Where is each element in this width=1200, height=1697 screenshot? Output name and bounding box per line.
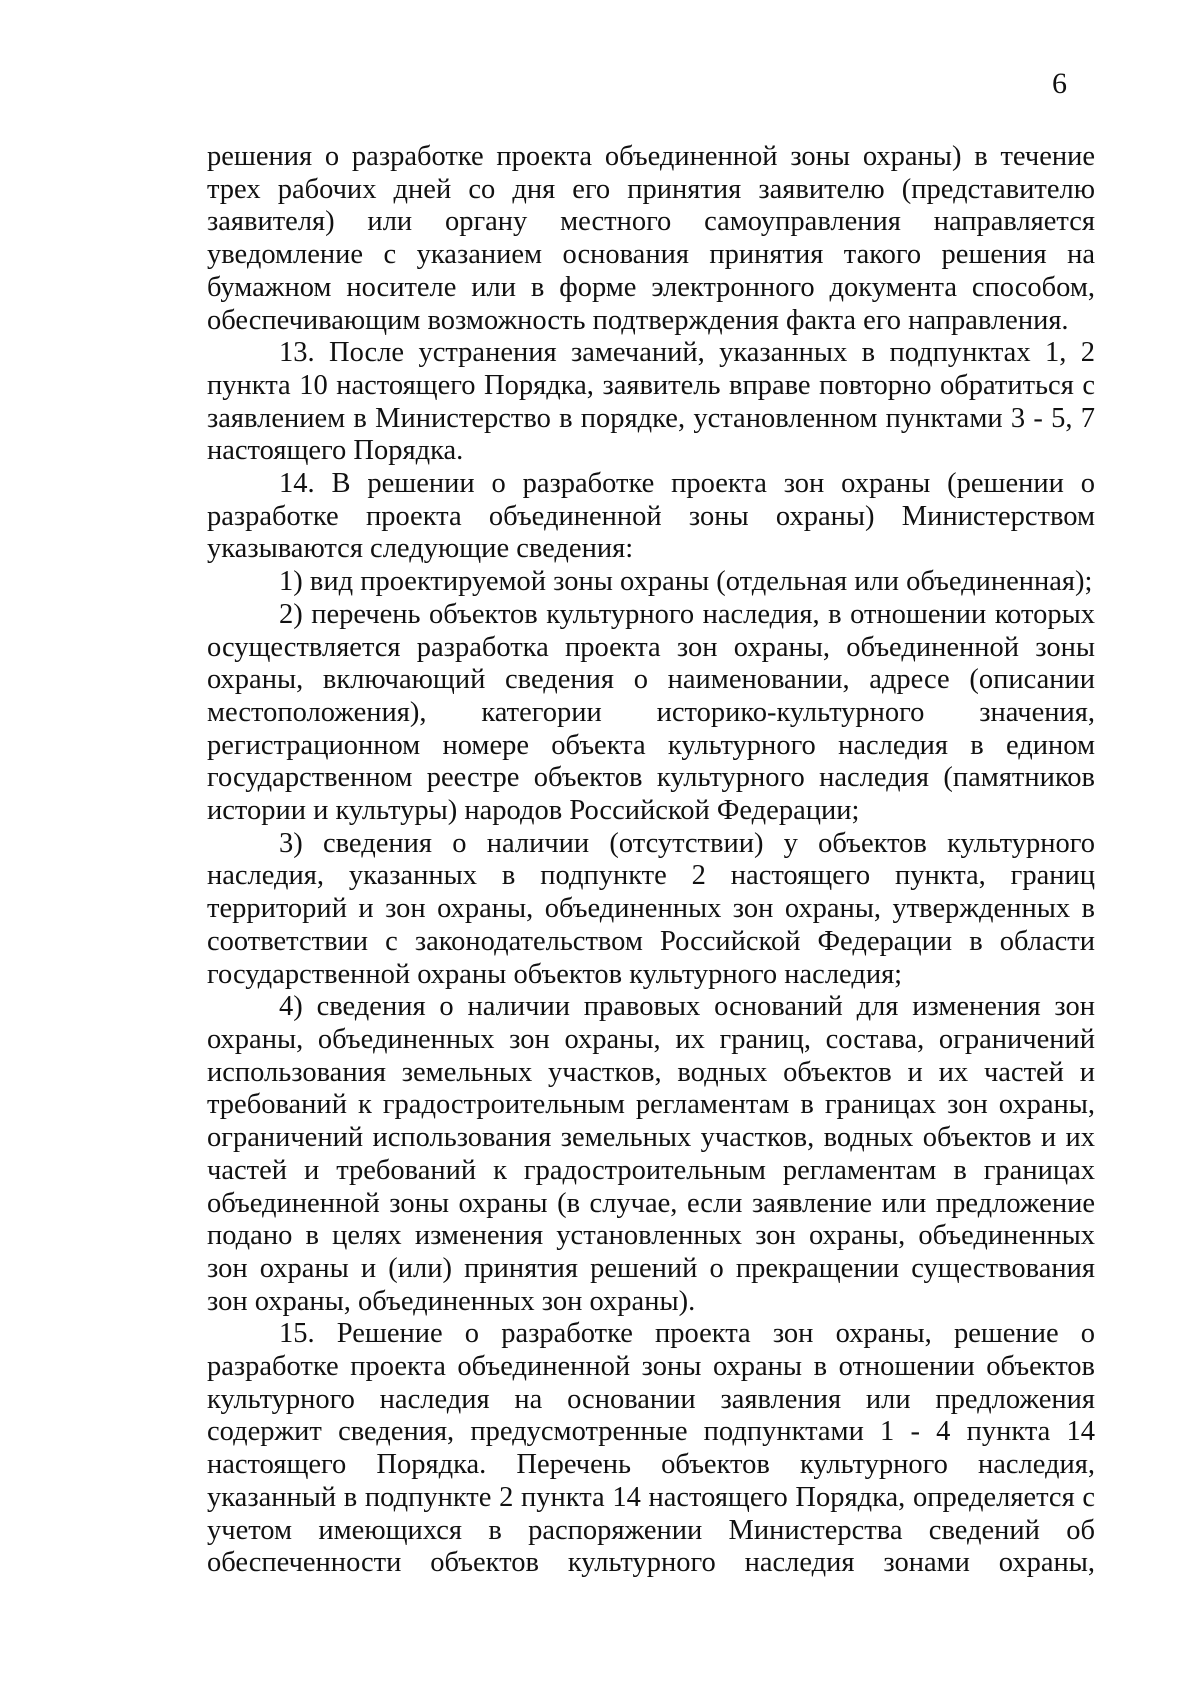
- paragraph-subitem-2: 2) перечень объектов культурного наследия, в отношении которых осуществляется разработка проекта зон охраны, объединенной зоны охраны, включающий сведения о наименовании, адресе (описании местоположения), категории историко-культурного значения, регистрационном номере объекта культурного наследия в едином государственном реестре объектов культурного наследия (памятников истории и культуры) народов Российской Федерации;: [207, 598, 1095, 827]
- page-number: 6: [1052, 67, 1067, 100]
- paragraph-item-13: 13. После устранения замечаний, указанных в подпунктах 1, 2 пункта 10 настоящего Порядка, заявитель вправе повторно обратиться с заявлением в Министерство в порядке, установленном пунктами 3 - 5, 7 настоящего Порядка.: [207, 337, 1095, 467]
- paragraph-subitem-1: 1) вид проектируемой зоны охраны (отдельная или объединенная);: [279, 566, 1093, 598]
- paragraph-continuation: решения о разработке проекта объединенной зоны охраны) в течение трех рабочих дней со дня его принятия заявителю (представителю заявителя) или органу местного самоуправления направляется уведомление с указанием основания принятия такого решения на бумажном носителе или в форме электронного документа способом, обеспечивающим возможность подтверждения факта его направления.: [207, 141, 1095, 336]
- paragraph-subitem-4: 4) сведения о наличии правовых оснований для изменения зон охраны, объединенных зон охраны, их границ, состава, ограничений использования земельных участков, водных объектов и их частей и требований к градостроительным регламентам в границах зон охраны, ограничений использования земельных участков, водных объектов и их частей и требований к градостроительным регламентам в границах объединенной зоны охраны (в случае, если заявление или предложение подано в целях изменения установленных зон охраны, объединенных зон охраны и (или) принятия решений о прекращении существования зон охраны, объединенных зон охраны).: [207, 991, 1095, 1317]
- document-body: [207, 141, 1095, 1580]
- paragraph-subitem-3: 3) сведения о наличии (отсутствии) у объектов культурного наследия, указанных в подпункте 2 настоящего пункта, границ территорий и зон охраны, объединенных зон охраны, утвержденных в соответствии с законодательством Российской Федерации в области государственной охраны объектов культурного наследия;: [207, 827, 1095, 990]
- paragraph-item-15: 15. Решение о разработке проекта зон охраны, решение о разработке проекта объединенной зоны охраны в отношении объектов культурного наследия на основании заявления или предложения содержит сведения, предусмотренные подпунктами 1 - 4 пункта 14 настоящего Порядка. Перечень объектов культурного наследия, указанный в подпункте 2 пункта 14 настоящего Порядка, определяется с учетом имеющихся в распоряжении Министерства сведений об обеспеченности объектов культурного наследия зонами охраны,: [207, 1318, 1095, 1579]
- paragraph-item-14: 14. В решении о разработке проекта зон охраны (решении о разработке проекта объединенной зоны охраны) Министерством указываются следующие сведения:: [207, 468, 1095, 565]
